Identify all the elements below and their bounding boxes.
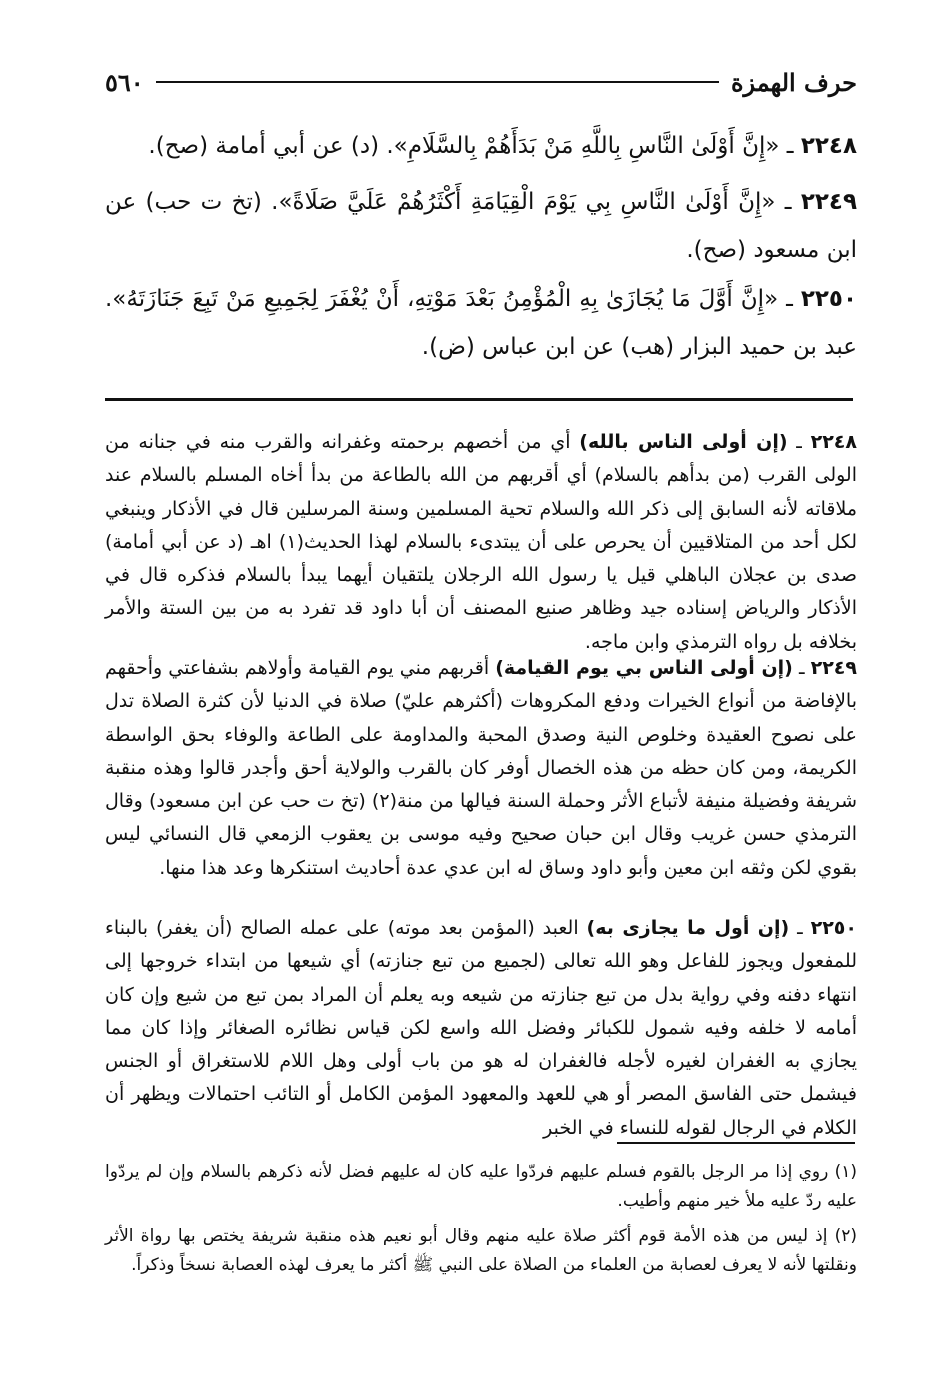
hadith-2250: ٢٢٥٠ ـ «إِنَّ أَوَّلَ مَا يُجَازَىٰ بِهِ الْمُؤْمِنُ بَعْدَ مَوْتِهِ، أَنْ يُغْفَرَ لِجَمِيعِ مَنْ تَبِعَ جَنَازَتَهُ». عبد بن حميد البزار (هب) عن ابن عباس (ض). [105, 286, 857, 360]
commentary-text: أقربهم مني يوم القيامة وأولاهم بشفاعتي وأحقهم بالإفاضة من أنواع الخيرات ودفع المكروهات (أكثرهم عليّ) صلاة في الدنيا لأن كثرة الصلاة تدل على نصوح العقيدة وخلوص النية وصدق المحبة والمداومة على الطاعة والوفاء بحق الواسطة الكريمة، ومن كان حظه من هذه الخصال أوفر كان بالقرب والولاية أحق وأجدر قالوا وهذه منقبة شريفة وفضيلة منيفة لأتباع الأثر وحملة السنة فيالها من منة(٢) (تخ ت حب عن ابن مسعود) وقال الترمذي حسن غريب وقال ابن حبان صحيح وفيه موسى بن يعقوب الزمعي قال النسائي ليس بقوي لكن وثقه ابن معين وأبو داود وساق له ابن عدي عدة أحاديث استنكرها وعد هذا منها. [105, 657, 858, 879]
commentary-number: ٢٢٥٠ [810, 917, 857, 939]
commentary-text: أي من أخصهم برحمته وغفرانه والقرب منه في جنانه من الولى القرب (من بدأهم بالسلام) أي أقربهم من الله بالطاعة من بدأ أخاه المسلم بالسلام عند ملاقاته لأنه السابق إلى ذكر الله والسلام تحية المسلمين وسنة المرسلين قال في الأذكار وينبغي لكل أحد من المتلاقيين أن يحرص على أن يبتدىء بالسلام لهذا الحديث(١) اهـ (د عن أبي أمامة) صدى بن عجلان الباهلي قيل يا رسول الله الرجلان يلتقيان أيهما يبدأ بالسلام فذكره قال في الأذكار والرياض إسناده جيد وظاهر صنيع المصنف أن أبا داود قد تفرد به من بين الستة والأمر بخلافه بل رواه الترمذي وابن ماجه. [105, 431, 858, 653]
commentary-2248: ٢٢٤٨ ـ (إن أولى الناس بالله) أي من أخصهم برحمته وغفرانه والقرب منه في جنانه من الولى القرب (من بدأهم بالسلام) أي أقربهم من الله بالطاعة من بدأ أخاه المسلم بالسلام عند ملاقاته لأنه السابق إلى ذكر الله والسلام تحية المسلمين وسنة المرسلين قال في الأذكار وينبغي لكل أحد من المتلاقيين أن يحرص على أن يبتدىء بالسلام لهذا الحديث(١) اهـ (د عن أبي أمامة) صدى بن عجلان الباهلي قيل يا رسول الله الرجلان يلتقيان أيهما يبدأ بالسلام فذكره قال في الأذكار والرياض إسناده جيد وظاهر صنيع المصنف أن أبا داود قد تفرد به من بين الستة والأمر بخلافه بل رواه الترمذي وابن ماجه. [105, 431, 858, 653]
page-number: ٥٦٠ [105, 67, 144, 97]
hadith-2248: ٢٢٤٨ ـ «إِنَّ أَوْلَىٰ النَّاسِ بِاللَّهِ مَنْ بَدَأَهُمْ بِالسَّلَامِ». (د) عن أبي أمامة (صح). [148, 133, 857, 159]
commentary-text: العبد (المؤمن بعد موته) على عمله الصالح (أن يغفر) بالبناء للمفعول ويجوز للفاعل وهو الله تعالى (لجميع من تبع جنازته) أي شيعها من ابتداء خروجها إلى انتهاء دفنه وفي رواية بدل من تبع جنازته من شيعه وبه يعلم أن المراد بمن تبع من شيع وإن كان أمامه لا خلفه وفيه شمول للكبائر وفضل الله واسع لكن قياس نظائره الصغائر وإذا كان مما يجازي به الغفران لغيره لأجله فالغفران له هو من باب أولى وهل اللام للاستغراق أو الجنس فيشمل حتى الفاسق المصر أو هي للعهد والمعهود المؤمن الكامل أو التائب احتمالات ويظهر أن الكلام في الرجال لقوله للنساء في الخبر [105, 917, 857, 1139]
hadith-source: عبد بن حميد البزار (هب) عن ابن عباس (ض). [421, 334, 857, 360]
footnote-marker: (٢) [834, 1226, 857, 1246]
footnote-text: إذ ليس من هذه الأمة قوم أكثر صلاة عليه منهم وقال أبو نعيم هذه منقبة شريفة يختص بها رواة الأثر ونقلتها لأنه لا يعرف لعصابة من العلماء من الصلاة على النبي ﷺ أكثر ما يعرف لهذه العصابة نسخاً وذكراً. [105, 1226, 857, 1275]
header-rule [156, 81, 719, 83]
commentary-2250: ٢٢٥٠ ـ (إن أول ما يجازى به) العبد (المؤمن بعد موته) على عمله الصالح (أن يغفر) بالبناء للمفعول ويجوز للفاعل وهو الله تعالى (لجميع من تبع جنازته) أي شيعها من ابتداء خروجها إلى انتهاء دفنه وفي رواية بدل من تبع جنازته من شيعه وبه يعلم أن المراد بمن تبع من شيع وإن كان أمامه لا خلفه وفيه شمول للكبائر وفضل الله واسع لكن قياس نظائره الصغائر وإذا كان مما يجازي به الغفران لغيره لأجله فالغفران له هو من باب أولى وهل اللام للاستغراق أو الجنس فيشمل حتى الفاسق المصر أو هي للعهد والمعهود المؤمن الكامل أو التائب احتمالات ويظهر أن الكلام في الرجال لقوله للنساء في الخبر [105, 917, 857, 1139]
commentary-lead: (إن أولى الناس بي يوم القيامة) [495, 657, 793, 679]
commentary-lead: (إن أولى الناس بالله) [579, 431, 788, 453]
hadith-number: ٢٢٤٨ [800, 133, 857, 159]
hadith-text: «إِنَّ أَوْلَىٰ النَّاسِ بِاللَّهِ مَنْ بَدَأَهُمْ بِالسَّلَامِ». [386, 133, 780, 159]
hadith-source: (د) عن أبي أمامة (صح). [148, 133, 380, 159]
commentary-2249: ٢٢٤٩ ـ (إن أولى الناس بي يوم القيامة) أقربهم مني يوم القيامة وأولاهم بشفاعتي وأحقهم بالإفاضة من أنواع الخيرات ودفع المكروهات (أكثرهم عليّ) صلاة في الدنيا لأن كثرة الصلاة تدل على نصوح العقيدة وخلوص النية وصدق المحبة والمداومة على الطاعة والوفاء بحق الواسطة الكريمة، ومن كان حظه من هذه الخصال أوفر كان بالقرب والولاية أحق وأجدر قالوا وهذه منقبة شريفة وفضيلة منيفة لأتباع الأثر وحملة السنة فيالها من منة(٢) (تخ ت حب عن ابن مسعود) وقال الترمذي حسن غريب وقال ابن حبان صحيح وفيه موسى بن يعقوب الزمعي قال النسائي ليس بقوي لكن وثقه ابن معين وأبو داود وساق له ابن عدي عدة أحاديث استنكرها وعد هذا منها. [105, 657, 858, 879]
commentary-number: ٢٢٤٩ [810, 657, 857, 679]
footnote-2 [105, 1222, 857, 1280]
page-header [105, 62, 857, 102]
footnote-1 [105, 1158, 857, 1216]
hadith-2249: ٢٢٤٩ ـ «إِنَّ أَوْلَىٰ النَّاسِ بِي يَوْمَ الْقِيَامَةِ أَكْثَرُهُمْ عَلَيَّ صَلَاةً». (تخ ت حب) عن ابن مسعود (صح). [105, 189, 857, 263]
footnote-text: روي إذا مر الرجل بالقوم فسلم عليهم فردّوا عليه كان له عليهم فضل لأنه ذكرهم بالسلام وإن لم يردّوا عليه ردّ عليه ملأ خير منهم وأطيب. [105, 1162, 857, 1211]
section-divider [105, 398, 853, 401]
hadith-number: ٢٢٥٠ [800, 286, 857, 312]
commentary-lead: (إن أول ما يجازى به) [586, 917, 790, 939]
commentary-number: ٢٢٤٨ [810, 431, 857, 453]
hadith-number: ٢٢٤٩ [800, 189, 857, 215]
hadith-source: (تخ ت حب) عن ابن مسعود (صح). [105, 189, 857, 263]
footnote-divider [617, 1142, 855, 1144]
footnote-marker: (١) [834, 1162, 857, 1182]
hadith-text: «إِنَّ أَوَّلَ مَا يُجَازَىٰ بِهِ الْمُؤْمِنُ بَعْدَ مَوْتِهِ، أَنْ يُغْفَرَ لِجَمِيعِ مَنْ تَبِعَ جَنَازَتَهُ». [105, 286, 779, 312]
hadith-text: «إِنَّ أَوْلَىٰ النَّاسِ بِي يَوْمَ الْقِيَامَةِ أَكْثَرُهُمْ عَلَيَّ صَلَاةً». [271, 189, 776, 215]
chapter-title: حرف الهمزة [730, 67, 857, 97]
